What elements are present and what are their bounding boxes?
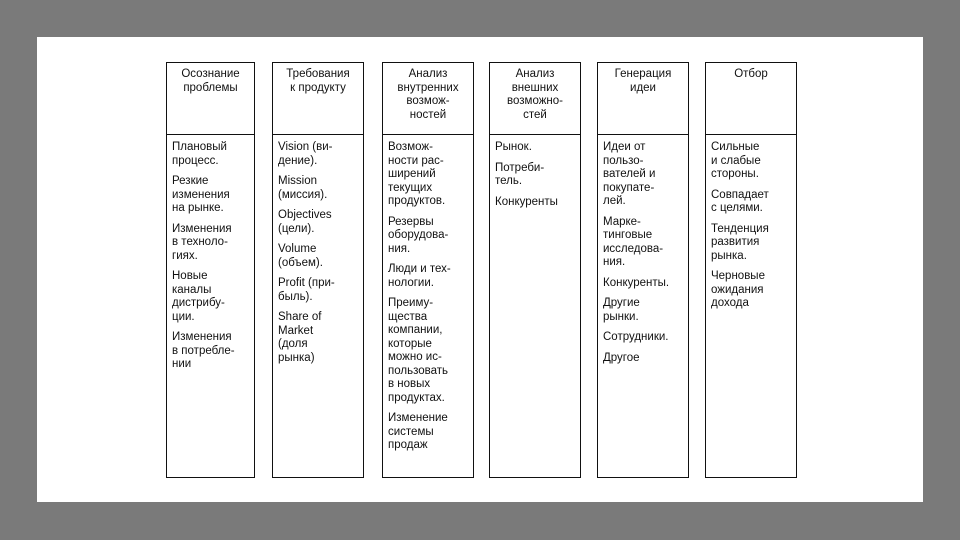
item-line: стороны. <box>711 168 759 180</box>
list-item <box>278 175 358 202</box>
item-line: Profit (при- <box>278 277 335 289</box>
item-line: нии <box>172 358 192 370</box>
list-item <box>278 141 358 168</box>
list-item <box>278 311 358 365</box>
item-line: ности рас- <box>388 154 444 167</box>
item-line: продуктов. <box>388 195 446 207</box>
item-line: (объем). <box>278 256 323 269</box>
item-line: Черновые <box>711 270 765 282</box>
item-line: (миссия). <box>278 188 328 201</box>
item-line: Преиму- <box>388 297 434 309</box>
item-line: пользо- <box>603 154 644 167</box>
item-line: гиях. <box>172 249 198 262</box>
list-item <box>388 263 468 290</box>
item-line: Совпадает <box>711 188 769 201</box>
list-item <box>711 141 791 182</box>
item-line: Марке- <box>603 215 641 228</box>
item-line: (доля <box>278 338 308 350</box>
header-line: внешних <box>511 81 559 94</box>
item-line: дистрибу- <box>172 297 225 309</box>
item-line: каналы <box>172 283 212 296</box>
header-line: Отбор <box>734 68 768 80</box>
column-body <box>167 141 254 379</box>
header-line: проблемы <box>183 81 238 94</box>
list-item <box>388 141 468 209</box>
item-line: рынка) <box>278 351 315 364</box>
item-line: (цели). <box>278 222 315 235</box>
item-line: Изменения <box>172 331 232 343</box>
item-line: нологии. <box>388 276 434 289</box>
item-line: Потреби- <box>495 161 545 174</box>
item-line: Mission <box>278 175 317 187</box>
column-header <box>598 63 688 135</box>
header-line: внутренних <box>397 81 459 94</box>
list-item <box>603 352 683 366</box>
list-item <box>172 223 249 264</box>
item-line: Сотрудники. <box>603 331 669 343</box>
column-body <box>490 141 580 216</box>
item-line: в новых <box>388 378 431 390</box>
item-line: Volume <box>278 243 317 255</box>
item-line: лей. <box>603 195 626 207</box>
slide <box>37 37 923 502</box>
item-line: рынки. <box>603 310 639 323</box>
list-item <box>495 162 575 189</box>
item-line: текущих <box>388 181 433 194</box>
list-item <box>603 141 683 209</box>
item-line: оборудова- <box>388 229 449 241</box>
item-line: системы <box>388 425 434 438</box>
item-line: ожидания <box>711 283 764 296</box>
item-line: покупате- <box>603 181 655 194</box>
header-line: Требования <box>286 68 350 80</box>
item-line: Идеи от <box>603 141 646 153</box>
item-line: компании, <box>388 324 443 336</box>
item-line: развития <box>711 236 760 248</box>
item-line: дохода <box>711 297 749 309</box>
item-line: Плановый <box>172 141 227 153</box>
item-line: Люди и тех- <box>388 263 451 275</box>
list-item <box>711 270 791 311</box>
item-line: в потребле- <box>172 344 235 357</box>
item-line: с целями. <box>711 202 763 214</box>
item-line: вателей и <box>603 168 656 180</box>
column-selection <box>705 62 797 478</box>
header-line: ностей <box>409 108 447 121</box>
column-product-requirements <box>272 62 364 478</box>
item-line: Share of <box>278 311 322 323</box>
header-line: Анализ <box>408 68 448 80</box>
item-line: исследова- <box>603 242 664 255</box>
column-body <box>273 141 363 372</box>
header-line: стей <box>523 108 547 121</box>
header-line: Анализ <box>515 68 555 80</box>
list-item <box>495 141 575 155</box>
column-body <box>706 141 796 318</box>
column-body <box>383 141 473 460</box>
item-line: пользовать <box>388 364 448 377</box>
item-line: изменения <box>172 188 230 201</box>
list-item <box>603 277 683 291</box>
list-item <box>388 412 468 453</box>
column-header <box>273 63 363 135</box>
list-item <box>172 331 249 372</box>
header-line: возмож- <box>406 95 450 107</box>
item-line: Резервы <box>388 215 434 228</box>
item-line: Конкуренты. <box>603 276 670 289</box>
item-line: продуктах. <box>388 391 445 404</box>
item-line: ширений <box>388 168 436 180</box>
item-line: Сильные <box>711 141 760 153</box>
item-line: Изменение <box>388 412 448 424</box>
item-line: Новые <box>172 270 208 282</box>
column-header <box>490 63 580 135</box>
column-external-analysis <box>489 62 581 478</box>
column-idea-generation <box>597 62 689 478</box>
item-line: продаж <box>388 439 428 451</box>
item-line: Возмож- <box>388 141 433 153</box>
item-line: Другое <box>603 351 640 364</box>
list-item <box>278 277 358 304</box>
item-line: быль). <box>278 290 313 303</box>
list-item <box>388 297 468 405</box>
list-item <box>278 243 358 270</box>
column-body <box>598 141 688 372</box>
item-line: Market <box>278 324 314 337</box>
header-line: идеи <box>630 81 656 94</box>
item-line: можно ис- <box>388 351 442 363</box>
list-item <box>172 175 249 216</box>
list-item <box>278 209 358 236</box>
item-line: Другие <box>603 297 640 309</box>
item-line: тель. <box>495 175 523 187</box>
item-line: Конкуренты <box>495 195 558 208</box>
list-item <box>603 331 683 345</box>
item-line: Рынок. <box>495 141 532 153</box>
column-internal-analysis <box>382 62 474 478</box>
list-item <box>603 216 683 270</box>
item-line: Objectives <box>278 209 332 221</box>
item-line: Тенденция <box>711 222 769 235</box>
list-item <box>172 270 249 324</box>
header-line: возможно- <box>507 95 563 107</box>
column-header <box>167 63 254 135</box>
list-item <box>711 189 791 216</box>
list-item <box>495 196 575 210</box>
column-header <box>706 63 796 135</box>
list-item <box>711 223 791 264</box>
item-line: щества <box>388 310 428 323</box>
item-line: рынка. <box>711 249 747 262</box>
item-line: Vision (ви- <box>278 141 333 153</box>
column-problem-awareness <box>166 62 255 478</box>
item-line: процесс. <box>172 154 219 167</box>
item-line: в техноло- <box>172 236 228 248</box>
item-line: ции. <box>172 310 195 323</box>
list-item <box>603 297 683 324</box>
item-line: и слабые <box>711 154 761 167</box>
item-line: дение). <box>278 154 318 167</box>
item-line: Изменения <box>172 222 232 235</box>
item-line: ния. <box>388 242 411 255</box>
header-line: Осознание <box>181 68 240 80</box>
list-item <box>172 141 249 168</box>
column-header <box>383 63 473 135</box>
item-line: Резкие <box>172 175 209 187</box>
item-line: которые <box>388 337 432 350</box>
item-line: тинговые <box>603 229 653 241</box>
list-item <box>388 216 468 257</box>
item-line: на рынке. <box>172 202 224 214</box>
header-line: к продукту <box>290 81 346 94</box>
item-line: ния. <box>603 256 626 268</box>
header-line: Генерация <box>614 68 672 80</box>
